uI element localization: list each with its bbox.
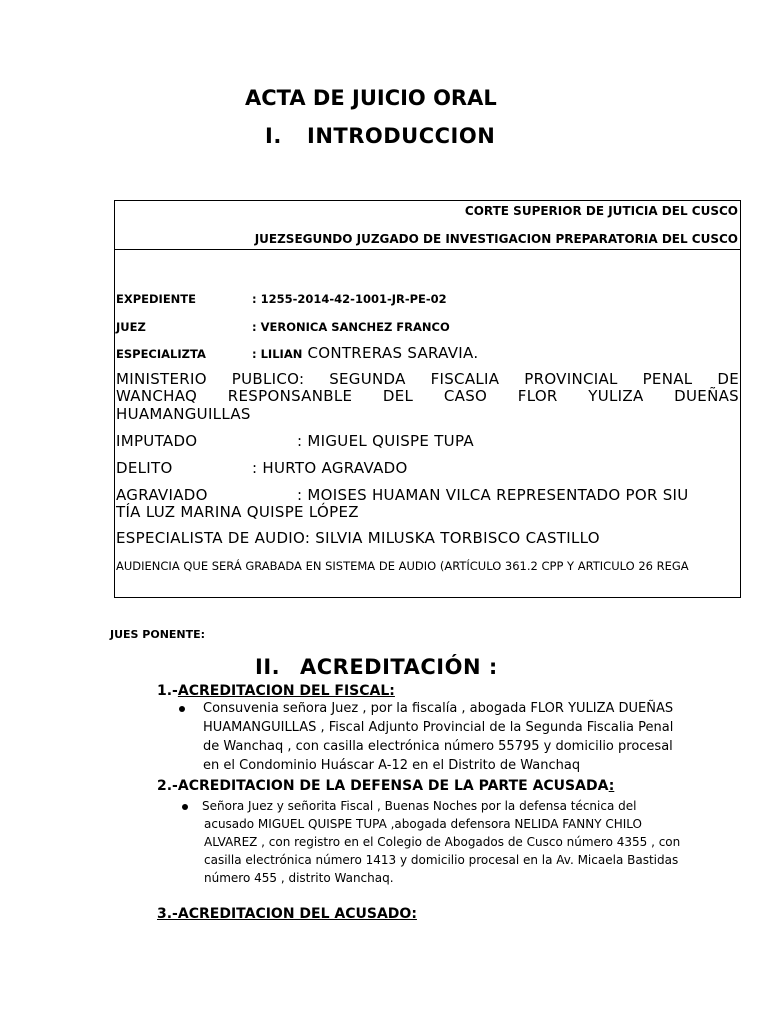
header-divider [115, 249, 740, 250]
acred-2-line-4: casilla electrónica número 1413 y domicilio procesal en la Av. Micaela Bastidas [204, 853, 679, 867]
court-name: CORTE SUPERIOR DE JUTICIA DEL CUSCO [464, 204, 738, 218]
agraviado-label: AGRAVIADO [116, 486, 208, 504]
ministerio-line-2: WANCHAQ RESPONSANBLE DEL CASO FLOR YULIZA DUEÑAS [116, 387, 739, 405]
section-1-number: I. [265, 124, 282, 148]
acred-2-line-3: ALVAREZ , con registro en el Colegio de Abogados de Cusco número 4355 , con [204, 835, 681, 849]
delito-value: : HURTO AGRAVADO [252, 459, 408, 477]
acred-2-colon: : [608, 778, 615, 794]
juez-label: JUEZ [116, 320, 146, 334]
acred-2-title: 2.-ACREDITACION DE LA DEFENSA DE LA PARTE ACUSADA [157, 778, 609, 794]
acred-2-line-1: Señora Juez y señorita Fiscal , Buenas Noches por la defensa técnica del [202, 799, 637, 813]
ministerio-line-1: MINISTERIO PUBLICO: SEGUNDA FISCALIA PROVINCIAL PENAL DE [116, 370, 739, 388]
acred-2-line-2: acusado MIGUEL QUISPE TUPA ,abogada defensora NELIDA FANNY CHILO [204, 817, 642, 831]
acred-1-line-3: de Wanchaq , con casilla electrónica número 55795 y domicilio procesal [203, 739, 673, 754]
imputado-value: : MIGUEL QUISPE TUPA [297, 432, 474, 450]
acred-1-title: ACREDITACION DEL FISCAL: [177, 683, 395, 699]
acred-1-line-1: Consuvenia señora Juez , por la fiscalía , abogada FLOR YULIZA DUEÑAS [203, 701, 674, 716]
expediente-label: EXPEDIENTE [116, 292, 197, 306]
acred-1-number: 1.- [157, 683, 178, 699]
delito-label: DELITO [116, 459, 173, 477]
especialista-prefix: : LILIAN [252, 347, 303, 361]
acred-1-line-4: en el Condominio Huáscar A-12 en el Distrito de Wanchaq [203, 758, 581, 773]
acred-1-line-2: HUAMANGUILLAS , Fiscal Adjunto Provincial de la Segunda Fiscalia Penal [203, 720, 674, 735]
bullet-icon [179, 706, 185, 712]
acred-2-line-5: número 455 , distrito Wanchaq. [204, 871, 394, 885]
acred-1-heading [157, 683, 395, 699]
section-2-heading: ACREDITACIÓN : [300, 655, 498, 679]
agraviado-value: : MOISES HUAMAN VILCA REPRESENTADO POR SIU [297, 486, 689, 504]
judge-court: JUEZSEGUNDO JUZGADO DE INVESTIGACION PREPARATORIA DEL CUSCO [254, 232, 738, 246]
section-1-heading: INTRODUCCION [307, 124, 496, 148]
expediente-value: : 1255-2014-42-1001-JR-PE-02 [252, 292, 447, 306]
audio-specialist: ESPECIALISTA DE AUDIO: SILVIA MILUSKA TORBISCO CASTILLO [116, 529, 600, 547]
imputado-label: IMPUTADO [116, 432, 198, 450]
audiencia-note: AUDIENCIA QUE SERÁ GRABADA EN SISTEMA DE AUDIO (ARTÍCULO 361.2 CPP Y ARTICULO 26 REGA [116, 559, 689, 573]
document-title: ACTA DE JUICIO ORAL [245, 86, 497, 110]
section-2-number: II. [255, 655, 281, 679]
especialista-value-line [252, 343, 478, 362]
especialista-label: ESPECIALIZTA [116, 347, 206, 361]
ministerio-line-3: HUAMANGUILLAS [116, 405, 251, 423]
acred-2-heading [157, 778, 614, 794]
acred-3-heading: 3.-ACREDITACION DEL ACUSADO: [157, 906, 417, 922]
agraviado-line-2: TÍA LUZ MARINA QUISPE LÓPEZ [116, 503, 359, 521]
juez-value: : VERONICA SANCHEZ FRANCO [252, 320, 450, 334]
bullet-icon [182, 804, 188, 810]
jues-ponente-label: JUES PONENTE: [110, 628, 206, 641]
especialista-value: CONTRERAS SARAVIA. [307, 344, 479, 362]
